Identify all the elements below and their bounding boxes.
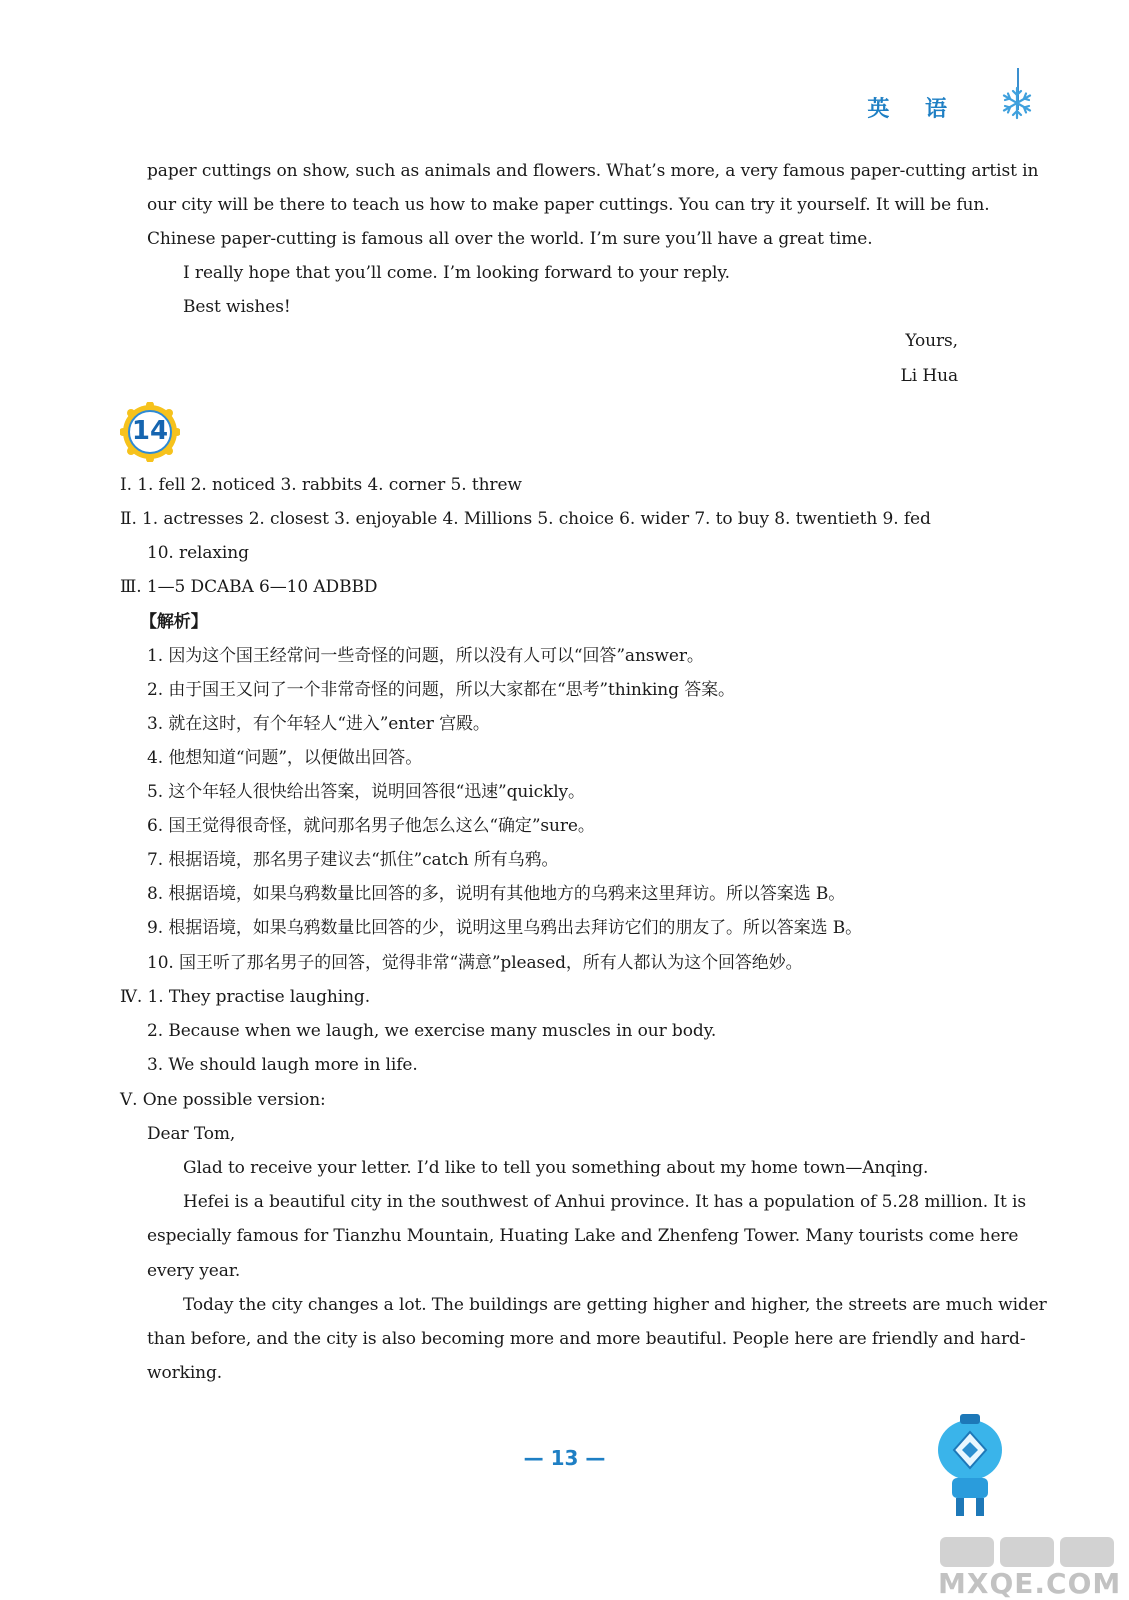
unit-number: 14	[131, 416, 169, 446]
letter-line-5: Best wishes!	[183, 297, 291, 317]
analysis-item: 7. 根据语境，那名男子建议去“抓住”catch 所有乌鸦。	[147, 850, 559, 870]
watermark	[930, 1475, 1129, 1600]
analysis-item: 8. 根据语境，如果乌鸦数量比回答的多，说明有其他地方的乌鸦来这里拜访。所以答案选 B。	[147, 884, 846, 904]
section-4-item: 2. Because when we laugh, we exercise many muscles in our body.	[147, 1021, 717, 1041]
analysis-item: 4. 他想知道“问题”，以便做出回答。	[147, 748, 423, 768]
analysis-item: 6. 国王觉得很奇怪，就问那名男子他怎么这么“确定”sure。	[147, 816, 595, 836]
unit-badge	[120, 402, 180, 462]
watermark-logo-icon	[930, 1475, 1129, 1570]
page-number: — 13 —	[523, 1446, 606, 1470]
section-5-label: Ⅴ. One possible version:	[120, 1090, 326, 1110]
essay-line: Glad to receive your letter. I’d like to tell you something about my home town—Anqing.	[183, 1158, 929, 1178]
essay-line: than before, and the city is also becoming more and more beautiful. People here are friendly and hard-	[147, 1329, 1026, 1349]
letter-closing: Yours,	[905, 331, 958, 351]
analysis-item: 9. 根据语境，如果乌鸦数量比回答的少，说明这里乌鸦出去拜访它们的朋友了。所以答案选 B。	[147, 918, 863, 938]
letter-line-1: paper cuttings on show, such as animals and flowers. What’s more, a very famous paper-cutting artist in	[147, 161, 1039, 181]
section-3-answers: Ⅲ. 1—5 DCABA 6—10 ADBBD	[120, 577, 378, 597]
analysis-label: 【解析】	[140, 612, 208, 632]
essay-line: Today the city changes a lot. The buildings are getting higher and higher, the streets are much wider	[183, 1295, 1047, 1315]
snowflake-icon	[1000, 86, 1034, 120]
analysis-item: 5. 这个年轻人很快给出答案，说明回答很“迅速”quickly。	[147, 782, 585, 802]
subject-title: 英 语	[867, 97, 961, 122]
letter-line-3: Chinese paper-cutting is famous all over the world. I’m sure you’ll have a great time.	[147, 229, 873, 249]
essay-line: Hefei is a beautiful city in the southwest of Anhui province. It has a population of 5.28 million. It is	[183, 1192, 1027, 1212]
watermark-text: MXQE.COM	[938, 1567, 1122, 1600]
section-2-answers-cont: 10. relaxing	[147, 543, 249, 563]
section-2-answers: Ⅱ. 1. actresses 2. closest 3. enjoyable 4. Millions 5. choice 6. wider 7. to buy 8. twentieth 9. fed	[120, 509, 931, 529]
section-4-item: 3. We should laugh more in life.	[147, 1055, 418, 1075]
analysis-item: 3. 就在这时，有个年轻人“进入”enter 宫殿。	[147, 714, 490, 734]
essay-line: Dear Tom,	[147, 1124, 236, 1144]
analysis-item: 2. 由于国王又问了一个非常奇怪的问题，所以大家都在“思考”thinking 答案。	[147, 680, 735, 700]
analysis-item: 10. 国王听了那名男子的回答，觉得非常“满意”pleased，所有人都认为这个回答绝妙。	[147, 953, 803, 973]
analysis-item: 1. 因为这个国王经常问一些奇怪的问题，所以没有人可以“回答”answer。	[147, 646, 704, 666]
letter-signature: Li Hua	[900, 366, 958, 386]
essay-line: every year.	[147, 1261, 241, 1281]
essay-line: working.	[147, 1363, 223, 1383]
section-4-item: Ⅳ. 1. They practise laughing.	[120, 987, 371, 1007]
section-1-answers: Ⅰ. 1. fell 2. noticed 3. rabbits 4. corner 5. threw	[120, 475, 522, 495]
letter-line-4: I really hope that you’ll come. I’m looking forward to your reply.	[183, 263, 730, 283]
letter-line-2: our city will be there to teach us how to make paper cuttings. You can try it yourself. It will be fun.	[147, 195, 990, 215]
essay-line: especially famous for Tianzhu Mountain, Huating Lake and Zhenfeng Tower. Many tourists come here	[147, 1226, 1019, 1246]
